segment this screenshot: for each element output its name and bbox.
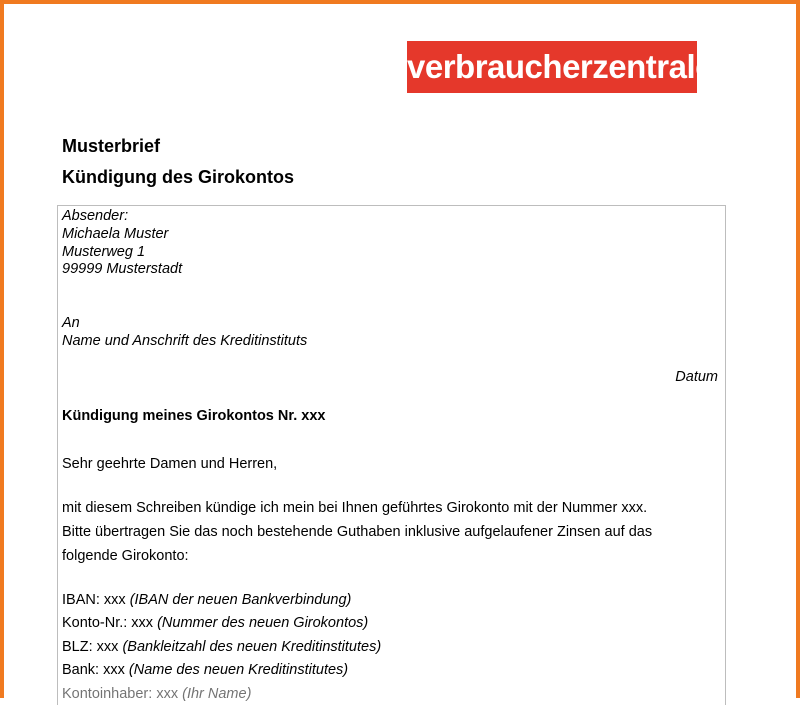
verbraucherzentrale-logo: verbraucherzentrale	[407, 41, 697, 93]
body-line-1: mit diesem Schreiben kündige ich mein bei Ihnen geführtes Girokonto mit der Nummer xxx.	[62, 500, 648, 516]
field-hint: (IBAN der neuen Bankverbindung)	[129, 592, 352, 608]
subject-line: Kündigung meines Girokontos Nr. xxx	[62, 408, 326, 424]
body-line-3: folgende Girokonto:	[62, 548, 189, 564]
body-line-2: Bitte übertragen Sie das noch bestehende Guthaben inklusive aufgelaufener Zinsen auf das	[62, 524, 653, 540]
heading-musterbrief: Musterbrief	[62, 136, 161, 156]
field-hint: (Bankleitzahl des neuen Kreditinstitutes)	[122, 639, 382, 655]
heading-title: Kündigung des Girokontos	[62, 167, 294, 187]
field-label: Kontoinhaber: xxx	[62, 686, 179, 702]
date-field: Datum	[675, 369, 718, 385]
sender-name: Michaela Muster	[62, 226, 169, 242]
field-label: Bank: xxx	[62, 662, 125, 678]
field-kontoinhaber	[62, 685, 251, 703]
recipient-label: An	[62, 315, 80, 331]
field-hint: (Nummer des neuen Girokontos)	[157, 615, 369, 631]
sender-label: Absender:	[62, 208, 129, 224]
sender-city: 99999 Musterstadt	[62, 261, 183, 277]
recipient-address: Name und Anschrift des Kreditinstituts	[62, 333, 308, 349]
field-label: Konto-Nr.: xxx	[62, 615, 154, 631]
field-iban	[62, 591, 351, 609]
field-hint: (Ihr Name)	[182, 686, 252, 702]
field-hint: (Name des neuen Kreditinstitutes)	[128, 662, 349, 678]
sender-street: Musterweg 1	[62, 244, 146, 260]
salutation: Sehr geehrte Damen und Herren,	[62, 456, 278, 472]
field-bank	[62, 661, 348, 679]
field-label: BLZ: xxx	[62, 639, 119, 655]
field-konto-nr	[62, 614, 368, 632]
field-label: IBAN: xxx	[62, 592, 126, 608]
field-blz	[62, 638, 381, 656]
